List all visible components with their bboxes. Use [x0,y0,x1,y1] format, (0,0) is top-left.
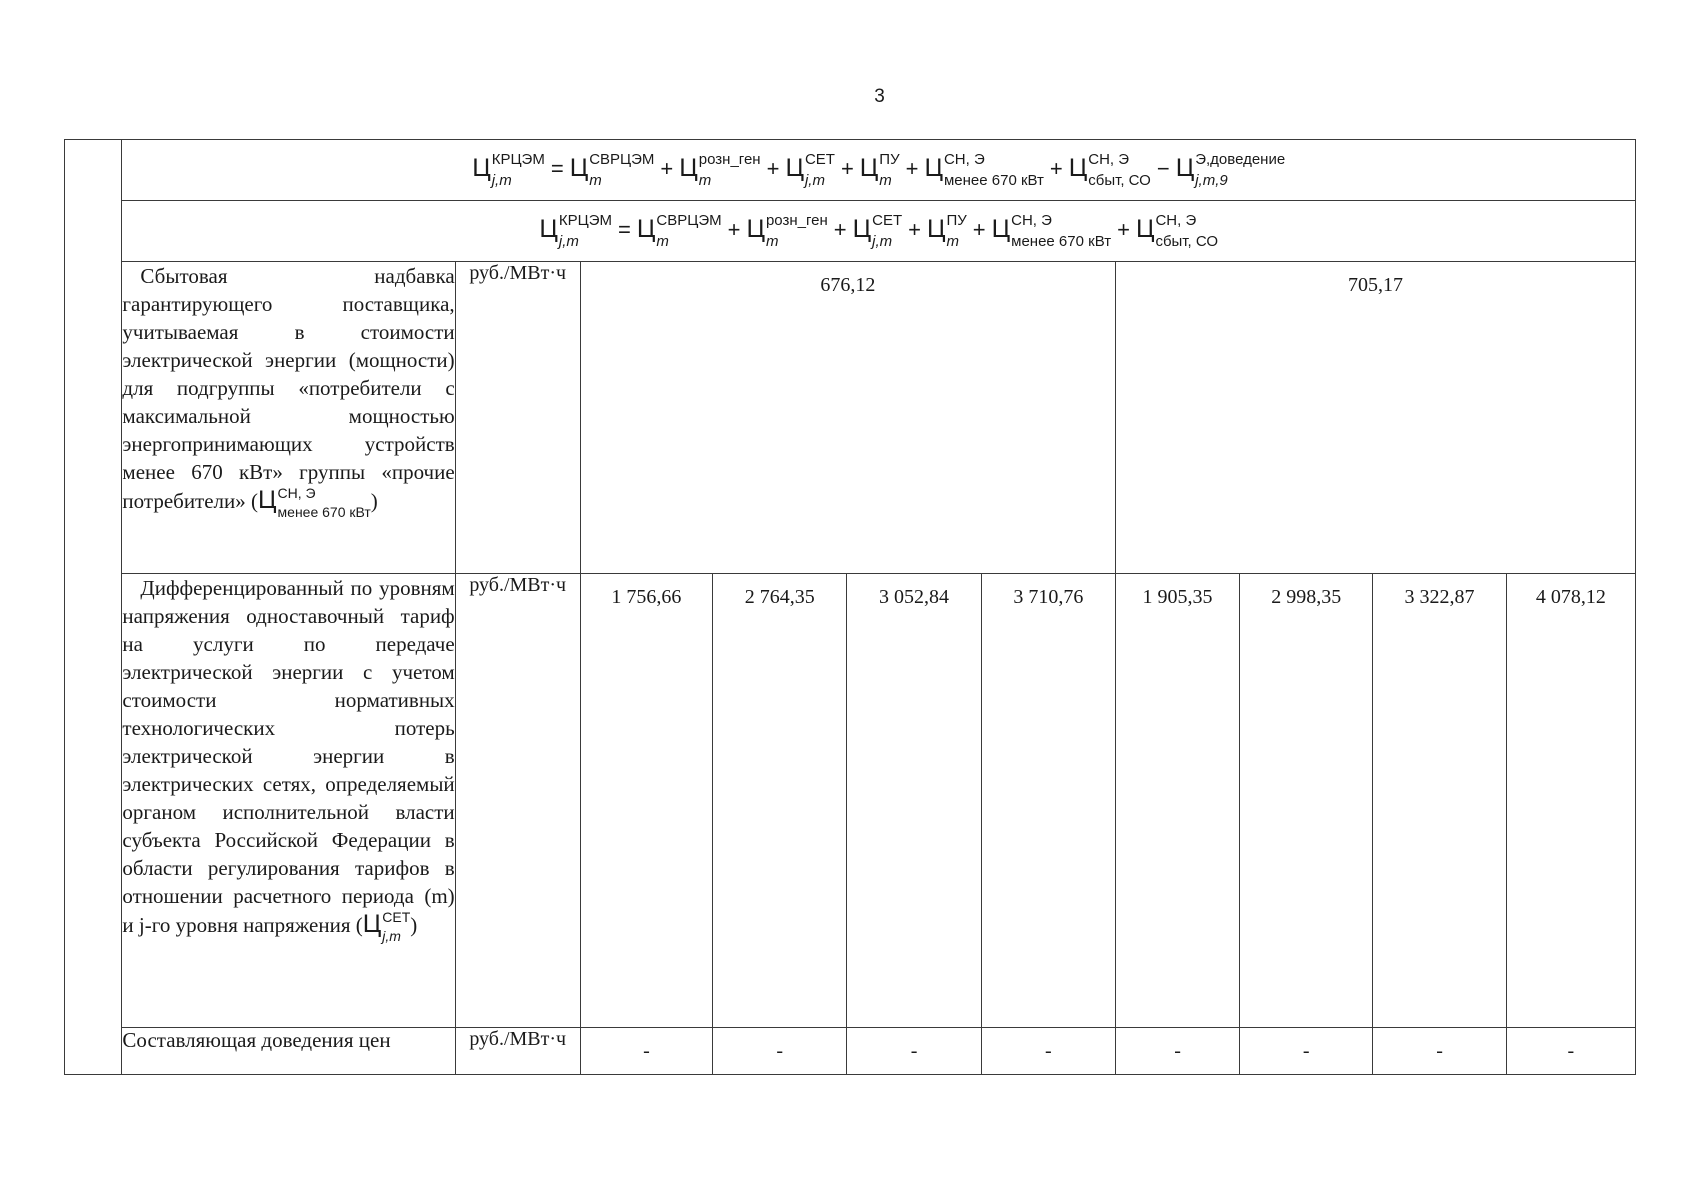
formula-row-1 [65,140,1636,201]
tariff-value: 4 078,12 [1506,574,1635,1028]
markup-row [65,262,1636,574]
formula-term: Ц розн_ген m [679,151,761,189]
formula-operator: + [972,217,986,243]
formula-equals: = [550,156,564,182]
markup-value-period-1: 676,12 [580,262,1115,574]
formula-operator: + [660,156,674,182]
tariff-value: 2 998,35 [1240,574,1373,1028]
formula-term: Ц розн_ген m [746,212,828,250]
pricing-unit: руб./МВт·ч [455,1028,580,1075]
tariff-value: 3 322,87 [1373,574,1506,1028]
left-stub-column [65,140,122,1075]
formula-term: Ц СВРЦЭМ m [636,212,722,250]
pricing-value: - [1506,1028,1635,1075]
pricing-value: - [1240,1028,1373,1075]
formula-term: Ц СН, Э сбыт, СО [1135,212,1219,250]
formula-term: Ц СН, Э сбыт, СО [1068,151,1151,189]
tariff-unit: руб./МВт·ч [455,574,580,1028]
pricing-value: - [1373,1028,1506,1075]
pricing-description: Составляющая доведения цен [122,1028,455,1075]
formula-operator: + [833,217,847,243]
page-number: 3 [874,86,886,107]
formula-row-2 [65,201,1636,262]
formula-operator: + [727,217,741,243]
markup-value-period-2: 705,17 [1116,262,1636,574]
markup-symbol: Ц СН, Э менее 670 кВт [258,484,371,520]
tariff-row [65,574,1636,1028]
formula-operator: + [1049,156,1063,182]
pricing-value: - [847,1028,981,1075]
formula-term: Ц СВРЦЭМ m [569,151,655,189]
formula-term: Ц СН, Э менее 670 кВт [991,212,1112,250]
tariff-value: 3 052,84 [847,574,981,1028]
formula-cell-1 [122,140,1636,201]
pricing-value: - [981,1028,1115,1075]
formula-operator: + [766,156,780,182]
formula-term: Ц СЕТ j,m [852,212,903,250]
formula-operator: + [1117,217,1130,243]
pricing-value: - [713,1028,847,1075]
formula-term: Ц Э,доведение j,m,9 [1175,151,1286,189]
pricing-value: - [1116,1028,1240,1075]
formula-operator: − [1156,156,1170,182]
markup-description: Сбытовая надбавка гарантирующего поставщика, учитываемая в стоимости электрической энергии (мощности) для подгруппы «потребители с максимальной мощностью энергопринимающих устройств менее 670 кВт» группы «прочие потребители» (Ц СН, Э менее 670 кВт ) [122,262,455,574]
formula-equals: = [618,217,631,243]
pricing-value: - [580,1028,712,1075]
formula-operator: + [840,156,854,182]
formula-with-adjustment [472,153,1285,187]
tariff-value: 2 764,35 [713,574,847,1028]
tariff-value: 3 710,76 [981,574,1115,1028]
tariff-value: 1 905,35 [1116,574,1240,1028]
formula-term: Ц ПУ m [859,151,900,189]
tariff-value: 1 756,66 [580,574,712,1028]
formula-cell-2 [122,201,1636,262]
formula-term: Ц КРЦЭМ j,m [472,151,545,189]
formula-without-adjustment [539,214,1218,248]
pricing-row [65,1028,1636,1075]
tariff-table [64,139,1636,1075]
formula-term: Ц СЕТ j,m [785,151,835,189]
markup-unit: руб./МВт·ч [455,262,580,574]
tariff-symbol: Ц СЕТ j,m [362,908,411,944]
formula-operator: + [905,156,919,182]
formula-term: Ц ПУ m [926,212,967,250]
formula-operator: + [908,217,921,243]
formula-term: Ц СН, Э менее 670 кВт [924,151,1044,189]
formula-term: Ц КРЦЭМ j,m [539,212,613,250]
tariff-description: Дифференцированный по уровням напряжения одноставочный тариф на услуги по передаче электрической энергии с учетом стоимости нормативных технологических потерь электрической энергии в электрических сетях, определяемый органом исполнительной власти субъекта Российской Федерации в области регулирования тарифов в отношении расчетного периода (m) и j-го уровня напряжения (Ц СЕТ j,m ) [122,574,455,1028]
